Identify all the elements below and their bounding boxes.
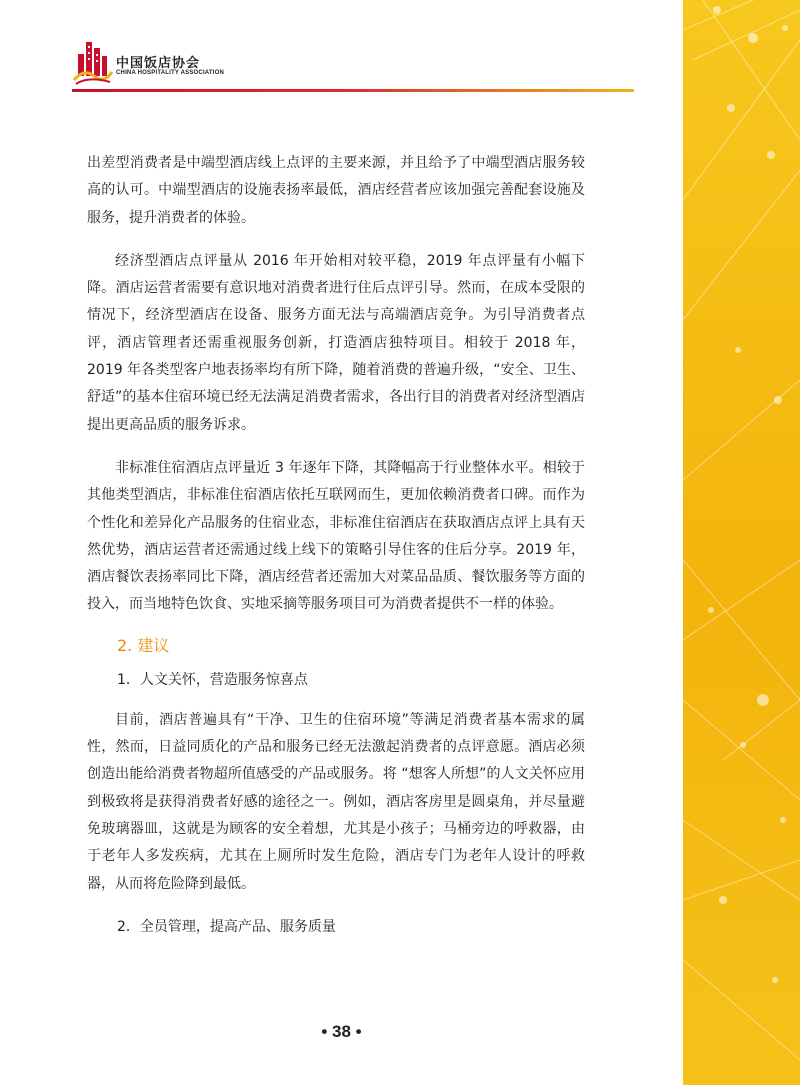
main-content [87, 150, 585, 954]
subheading-1: 1．人文关怀，营造服务惊喜点 [117, 671, 308, 688]
paragraph-4: 目前，酒店普遍具有“干净、卫生的住宿环境”等满足消费者基本需求的属性，然而，日益同质化的产品和服务已经无法激起消费者的点评意愿。酒店必须创造出能给消费者物超所值感受的产品或服务。将 “想客人所想”的人文关怀应用到极致将是获得消费者好感的途径之一。例如，酒店客房里是圆桌角，并尽量避免玻璃器皿，这就是为顾客的安全着想，尤其是小孩子；马桶旁边的呼救器，由于老年人多发疾病，尤其在上厕所时发生危险，酒店专门为老年人设计的呼救器，从而将危险降到最低。 [87, 711, 585, 892]
org-name-en: CHINA HOSPITALITY ASSOCIATION [116, 70, 225, 76]
org-name-cn: 中国饭店协会 [116, 56, 201, 71]
paragraph-1: 出差型消费者是中端型酒店线上点评的主要来源，并且给予了中端型酒店服务较高的认可。中端型酒店的设施表扬率最低，酒店经营者应该加强完善配套设施及服务，提升消费者的体验。 [87, 155, 585, 226]
sidebar-pattern [683, 0, 800, 1085]
paragraph-3: 非标准住宿酒店点评量近 3 年逐年下降，其降幅高于行业整体水平。相较于其他类型酒店，非标准住宿酒店依托互联网而生，更加依赖消费者口碑。而作为个性化和差异化产品服务的住宿业态，非标准住宿酒店在获取酒店点评上具有天然优势，酒店运营者还需通过线上线下的策略引导住客的住后分享。2019 年，酒店餐饮表扬率同比下降，酒店经营者还需加大对菜品品质、餐饮服务等方面的投入，而当地特色饮食、实地采摘等服务项目可为消费者提供不一样的体验。 [87, 459, 585, 613]
header-rule [72, 89, 634, 92]
decorative-sidebar [683, 0, 800, 1085]
org-logo [72, 40, 272, 95]
page-number: • 38 • [321, 1022, 362, 1041]
logo-building-icon [72, 40, 114, 86]
subheading-2: 2．全员管理，提高产品、服务质量 [117, 918, 336, 935]
paragraph-2: 经济型酒店点评量从 2016 年开始相对较平稳，2019 年点评量有小幅下降。酒店运营者需要有意识地对消费者进行住后点评引导。然而，在成本受限的情况下，经济型酒店在设备、服务方面无法与高端酒店竞争。为引导消费者点评，酒店管理者还需重视服务创新，打造酒店独特项目。相较于 2018 年，2019 年各类型客户地表扬率均有所下降，随着消费的普遍升级，“安全、卫生、舒适”的基本住宿环境已经无法满足消费者需求，各出行目的消费者对经济型酒店提出更高品质的服务诉求。 [87, 252, 585, 433]
section-heading: 2. 建议 [117, 635, 170, 655]
